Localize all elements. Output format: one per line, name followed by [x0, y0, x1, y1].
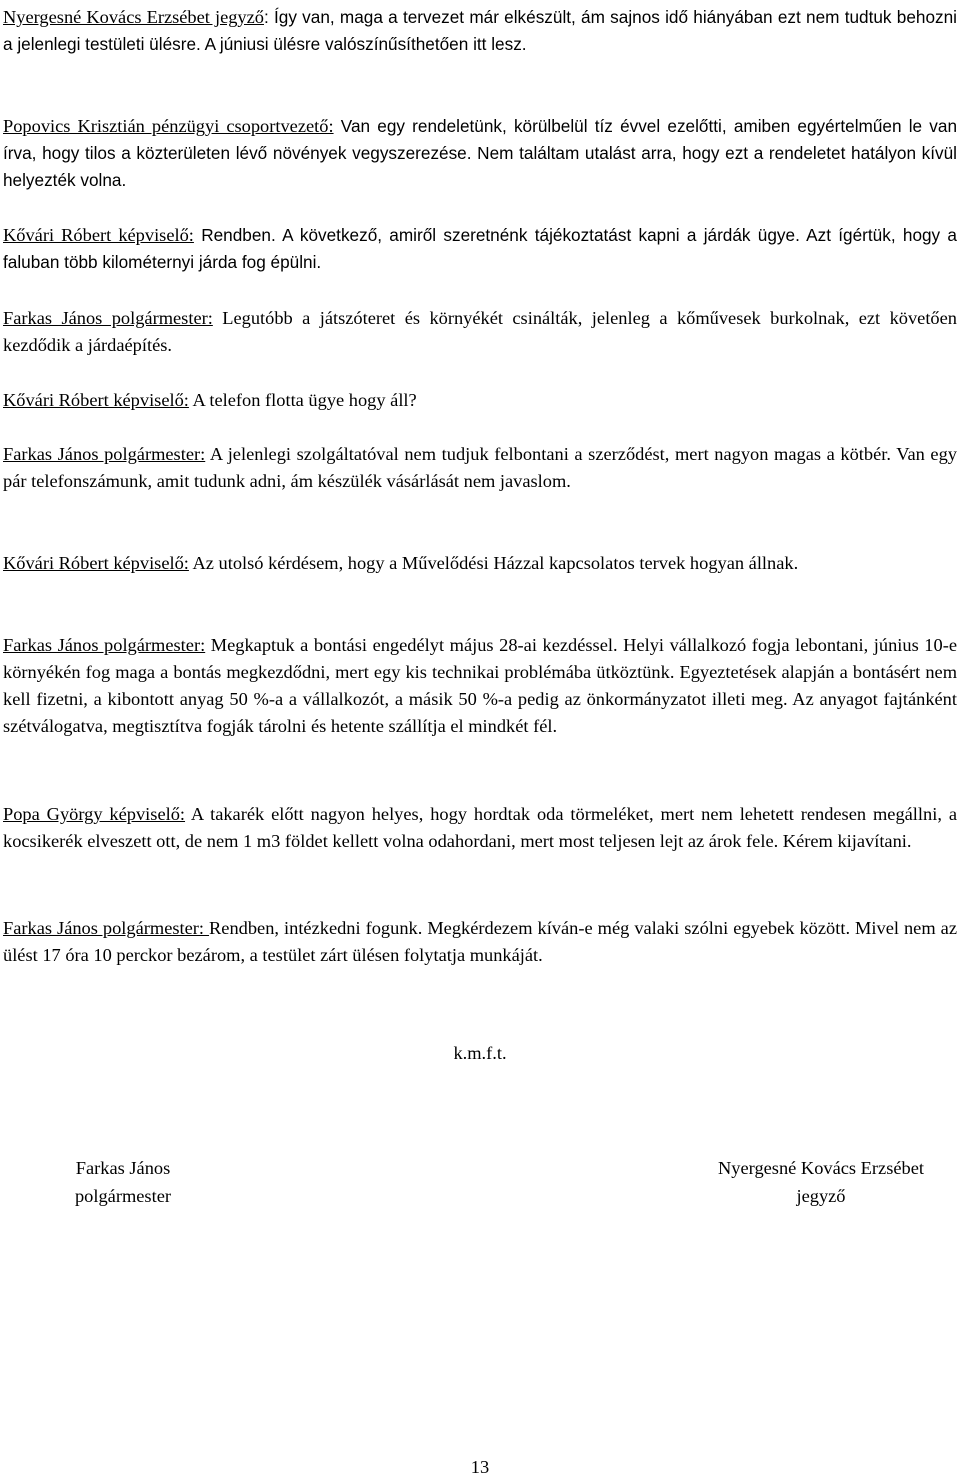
paragraph-2: [3, 113, 957, 194]
paragraph-9: [3, 801, 957, 855]
closing-kmft: k.m.f.t.: [453, 1043, 507, 1063]
paragraph-3: [3, 222, 957, 276]
paragraph-4: [3, 305, 957, 359]
page-number: 13: [470, 1457, 490, 1477]
paragraph-text: Legutóbb a játszóteret és környékét csinálták, jelenleg a kőművesek burkolnak, ezt követően kezdődik a járdaépítés.: [3, 308, 957, 355]
signature-title: jegyző: [796, 1186, 846, 1206]
paragraph-text: Az utolsó kérdésem, hogy a Művelődési Házzal kapcsolatos tervek hogyan állnak.: [188, 553, 799, 573]
speaker-name: Kővári Róbert képviselő:: [3, 390, 189, 410]
paragraph-text: Rendben, intézkedni fogunk. Megkérdezem kíván-e még valaki szólni egyebek között. Mivel nem az ülést 17 óra 10 perckor bezárom, a testület zárt ülésen folytatja munkáját.: [3, 918, 957, 965]
paragraph-1: Nyergesné Kovács Erzsébet jegyző: Így van, maga a tervezet már elkészült, ám sajnos idő hiányában ezt nem tudtuk behozni a jelenlegi testületi ülésre. A júniusi ülésre valószínűsíthetően itt lesz.: [3, 7, 957, 54]
paragraph-text: Így van, maga a tervezet már elkészült, ám sajnos idő hiányában ezt nem tudtuk behozni a jelenlegi testületi ülésre. A júniusi ülésre valószínűsíthetően itt lesz.: [3, 7, 957, 54]
paragraph-8: [3, 632, 957, 740]
signature-name: Nyergesné Kovács Erzsébet: [718, 1158, 924, 1178]
speaker-name: Farkas János polgármester:: [3, 635, 206, 655]
signature-left: [43, 1154, 203, 1210]
signature-title: polgármester: [74, 1186, 171, 1206]
paragraph-text: A telefon flotta ügye hogy áll?: [188, 390, 417, 410]
speaker-name: Nyergesné Kovács Erzsébet jegyző: [3, 7, 264, 27]
paragraph-text: Rendben. A következő, amiről szeretnénk tájékoztatást kapni a járdák ügye. Azt ígértük, hogy a faluban több kilométernyi járda fog épülni.: [3, 225, 957, 272]
paragraph-text: A jelenlegi szolgáltatóval nem tudjuk felbontani a szerződést, mert nagyon magas a kötbér. Van egy pár telefonszámunk, amit tudunk adni, ám készülék vásárlását nem javaslom.: [3, 444, 957, 491]
paragraph-text: Megkaptuk a bontási engedélyt május 28-ai kezdéssel. Helyi vállalkozó fogja lebontani, június 10-e környékén fog maga a bontás megkezdődni, mert egy kis technikai problémába ütköztünk. Egyeztetések alapján a bontásért nem kell fizetni, a kibontott anyag 50 %-a a vállalkozót, a másik 50 %-a pedig az önkormányzatot illeti meg. Az anyagot fajtánként szétválogatva, megtisztítva fogják tárolni és hetente szállítja el mindkét fél.: [3, 635, 957, 736]
speaker-name: Popa György képviselő:: [3, 804, 186, 824]
speaker-name: Kővári Róbert képviselő:: [3, 553, 189, 573]
speaker-name: Farkas János polgármester:: [3, 444, 206, 464]
signature-right: [683, 1154, 959, 1210]
signature-name: Farkas János: [75, 1158, 171, 1178]
paragraph-10: [3, 915, 957, 969]
paragraph-6: [3, 441, 957, 495]
paragraph-text: A takarék előtt nagyon helyes, hogy hordtak oda törmeléket, mert nem lehetett rendesen megállni, a kocsikerék elveszett ott, de nem 1 m3 földet kellett volna odahordani, mert most teljesen lejt az árok fele. Kérem kijavítani.: [3, 804, 957, 851]
speaker-name: Kővári Róbert képviselő:: [3, 225, 194, 245]
speaker-name: Farkas János polgármester:: [3, 918, 210, 938]
paragraph-text: Van egy rendeletünk, körülbelül tíz évvel ezelőtti, amiben egyértelműen le van írva, hogy tilos a közterületen lévő növények vegyszerezése. Nem találtam utalást arra, hogy ezt a rendeletet hatályon kívül helyezték volna.: [3, 116, 958, 190]
paragraph-5: [3, 387, 957, 414]
paragraph-7: [3, 550, 957, 577]
speaker-name: Popovics Krisztián pénzügyi csoportvezető:: [3, 116, 334, 136]
speaker-name: Farkas János polgármester:: [3, 308, 213, 328]
